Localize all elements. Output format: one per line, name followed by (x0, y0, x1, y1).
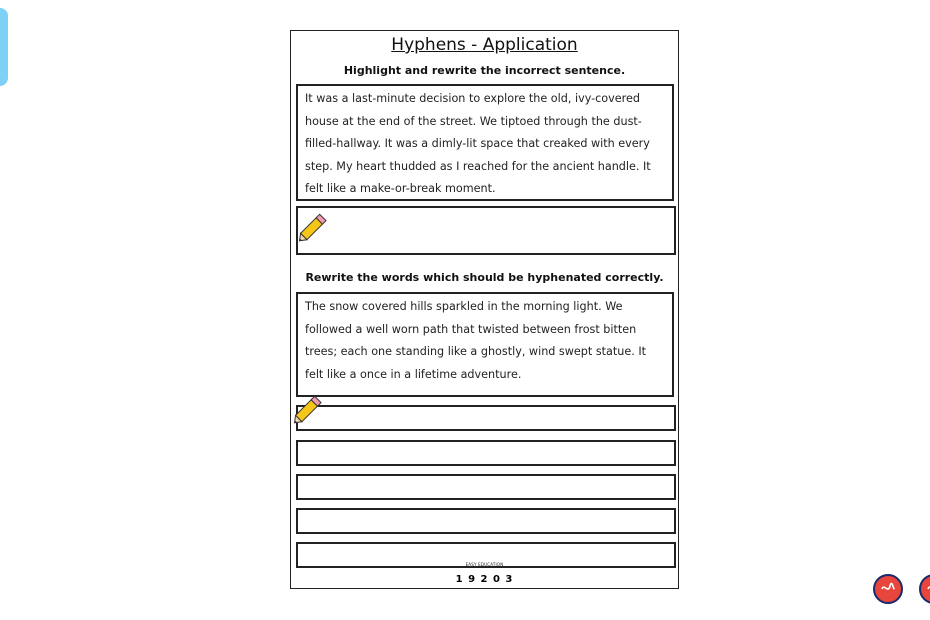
section1-answer-box[interactable] (296, 206, 676, 255)
worksheet-page (290, 30, 679, 589)
section1-passage: It was a last-minute decision to explore the old, ivy-covered house at the end of the street. We tiptoed through the dust-filled-hallway. It was a dimly-lit space that creaked with every step. My heart thudded as I reached for the ancient handle. It felt like a make-or-break moment. (296, 84, 674, 201)
logo-label: EASY EDUCATION (465, 562, 504, 567)
scribble-icon (879, 580, 897, 598)
answer-line-1[interactable] (296, 405, 676, 431)
logo-digits: 1 9 2 0 3 (455, 574, 514, 585)
corner-decoration (0, 8, 8, 86)
answer-line-4[interactable] (296, 508, 676, 534)
scribble-button[interactable] (873, 574, 903, 604)
section2-instruction: Rewrite the words which should be hyphenated correctly. (305, 271, 664, 284)
scribble-button-2[interactable] (919, 574, 930, 604)
answer-line-2[interactable] (296, 440, 676, 466)
pencil-icon (294, 207, 334, 247)
worksheet-title: Hyphens - Application (391, 35, 578, 55)
easy-education-logo (291, 562, 678, 586)
pencil-icon (289, 389, 329, 429)
section2-passage: The snow covered hills sparkled in the morning light. We followed a well worn path that twisted between frost bitten trees; each one standing like a ghostly, wind swept statue. It felt like a once in a lifetime adventure. (296, 292, 674, 397)
scribble-icon (925, 580, 930, 598)
section1-instruction: Highlight and rewrite the incorrect sentence. (343, 64, 626, 77)
answer-line-3[interactable] (296, 474, 676, 500)
